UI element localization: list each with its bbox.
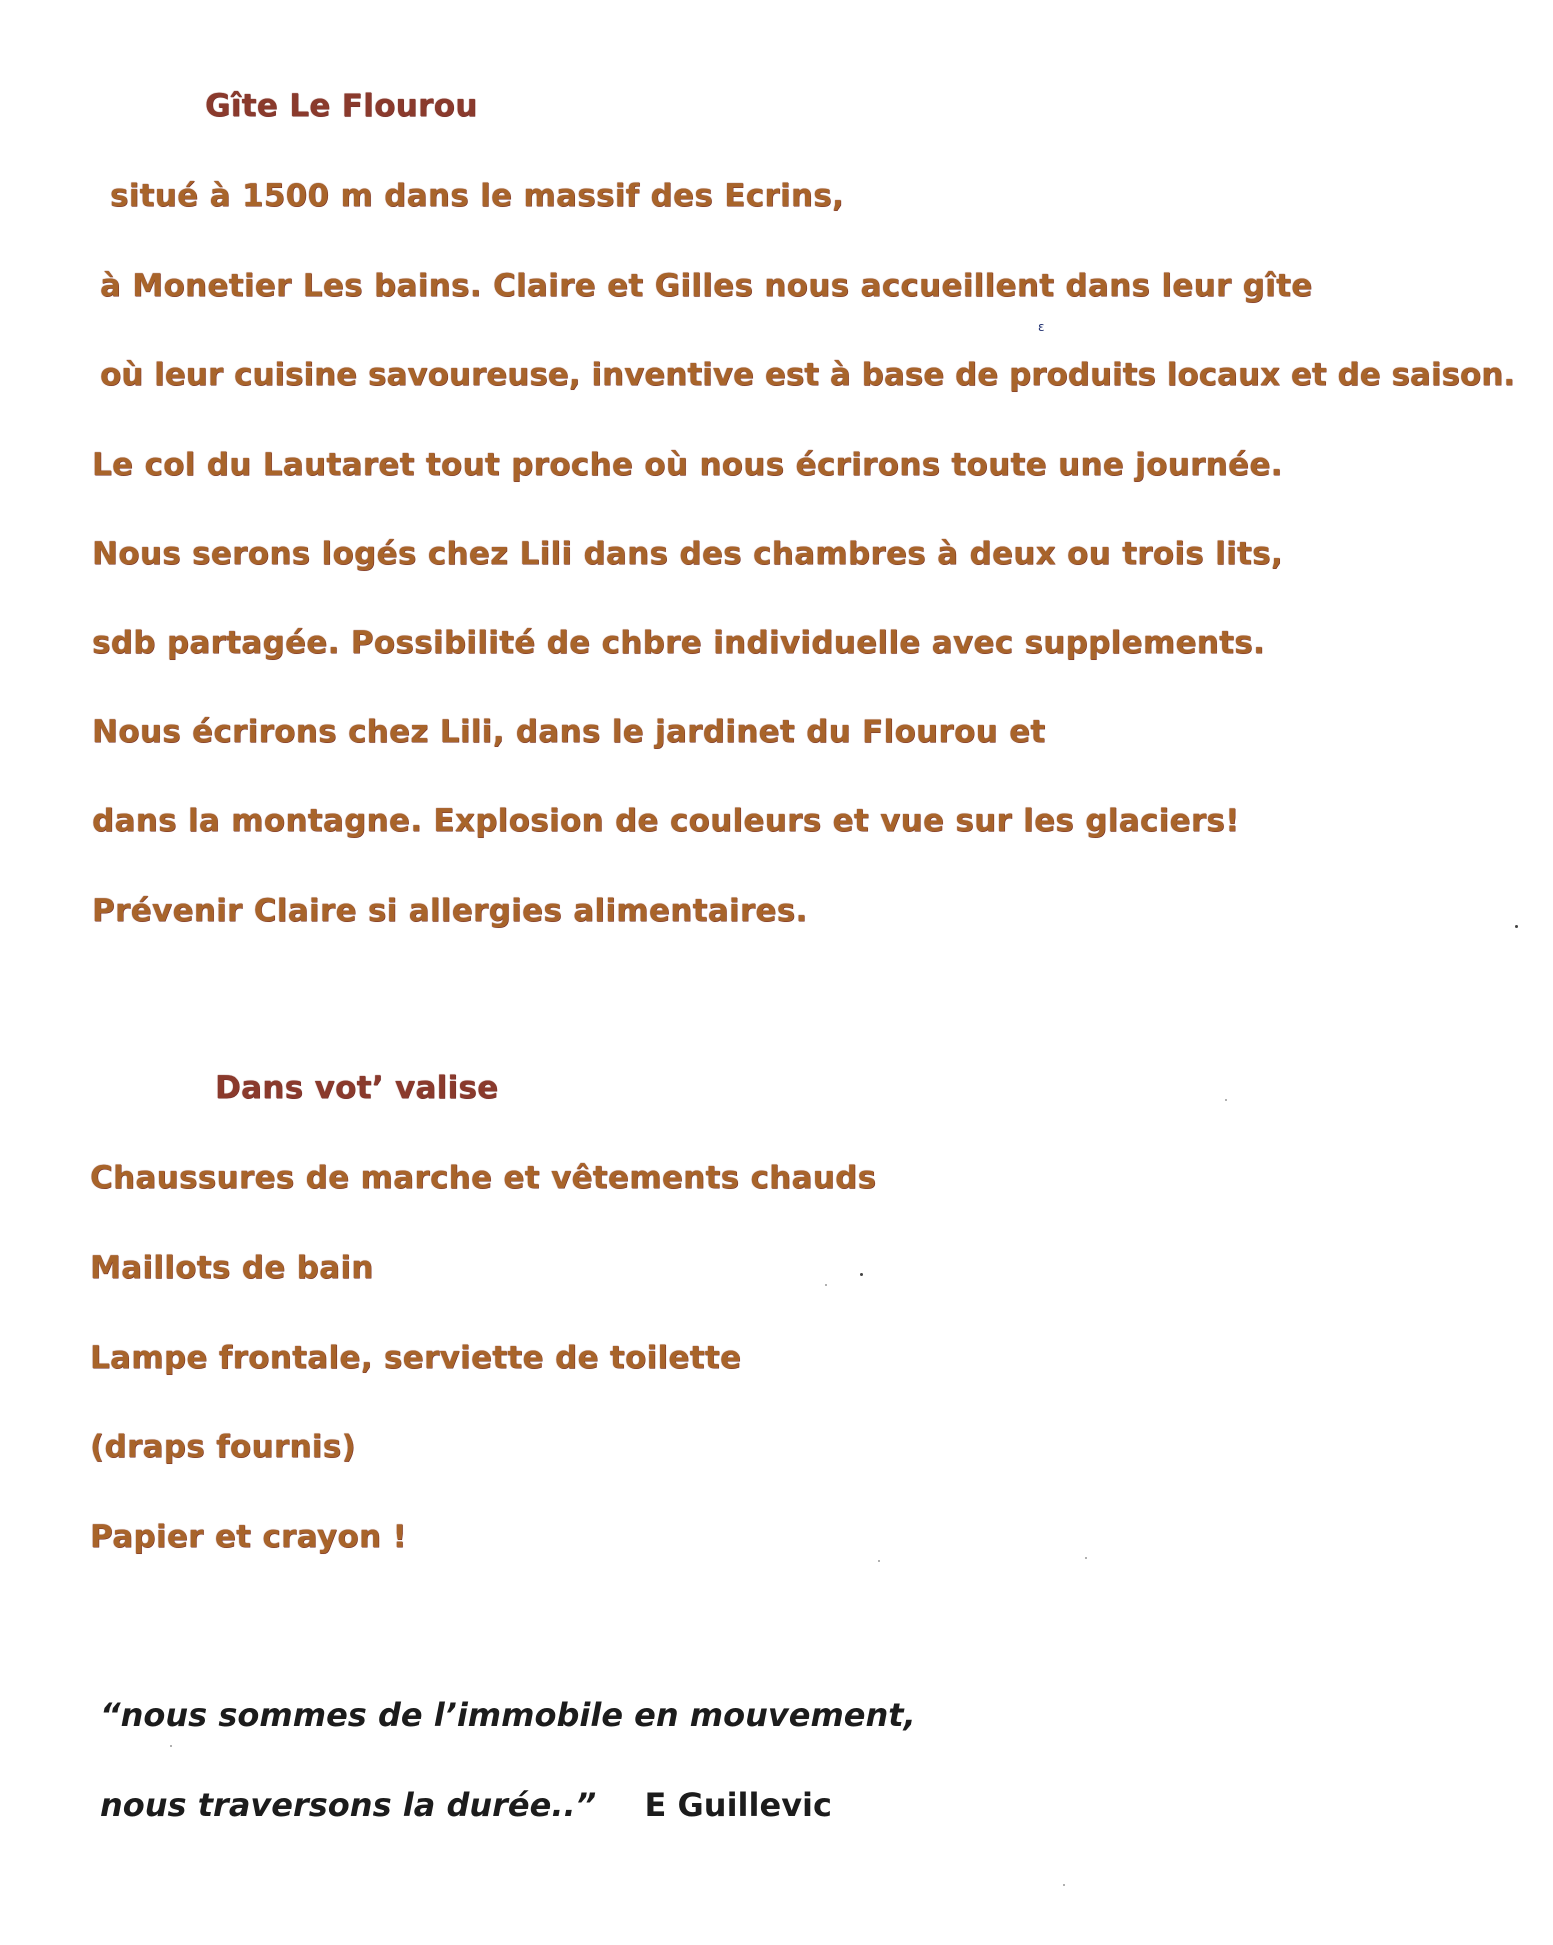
- scan-speck: [1225, 1099, 1227, 1101]
- quote-line-2: [100, 1786, 832, 1824]
- packing-item-1: Chaussures de marche et vêtements chauds: [90, 1160, 877, 1196]
- quote-text-2: nous traversons la durée..”: [100, 1786, 597, 1824]
- quote-text-1: “nous sommes de l’immobile en mouvement,: [100, 1696, 916, 1734]
- packing-item-2: Maillots de bain: [90, 1250, 374, 1286]
- section1-line-3: où leur cuisine savoureuse, inventive est à base de produits locaux et de saison.: [100, 357, 1516, 393]
- scan-speck: [1063, 1884, 1065, 1886]
- scan-speck: [825, 1284, 827, 1286]
- scan-speck: [170, 1745, 172, 1747]
- section1-line-7: Nous écrirons chez Lili, dans le jardinet du Flourou et: [92, 714, 1046, 750]
- section1-line-8: dans la montagne. Explosion de couleurs et vue sur les glaciers!: [92, 803, 1240, 839]
- section1-line-5: Nous serons logés chez Lili dans des chambres à deux ou trois lits,: [92, 536, 1283, 572]
- packing-item-5: Papier et crayon !: [90, 1519, 407, 1555]
- quote-line-1: [100, 1696, 916, 1734]
- section1-line-6: sdb partagée. Possibilité de chbre individuelle avec supplements.: [92, 625, 1266, 661]
- section2-heading: Dans vot’ valise: [215, 1070, 499, 1106]
- scan-speck: [878, 1560, 880, 1562]
- scan-speck: [1085, 1557, 1087, 1559]
- section1-heading: Gîte Le Flourou: [205, 88, 478, 124]
- packing-item-4: (draps fournis): [90, 1429, 356, 1465]
- section1-line-9: Prévenir Claire si allergies alimentaires.: [92, 893, 808, 929]
- packing-item-3: Lampe frontale, serviette de toilette: [90, 1340, 742, 1376]
- section1-line-4: Le col du Lautaret tout proche où nous écrirons toute une journée.: [92, 447, 1283, 483]
- scan-speck: [860, 1273, 863, 1276]
- quote-author: E Guillevic: [644, 1786, 832, 1824]
- scan-speck: [1515, 925, 1518, 928]
- section1-line-1: situé à 1500 m dans le massif des Ecrins,: [110, 178, 845, 214]
- section1-line-2: à Monetier Les bains. Claire et Gilles nous accueillent dans leur gîte: [100, 268, 1313, 304]
- ink-mark: ɛ: [1038, 320, 1045, 334]
